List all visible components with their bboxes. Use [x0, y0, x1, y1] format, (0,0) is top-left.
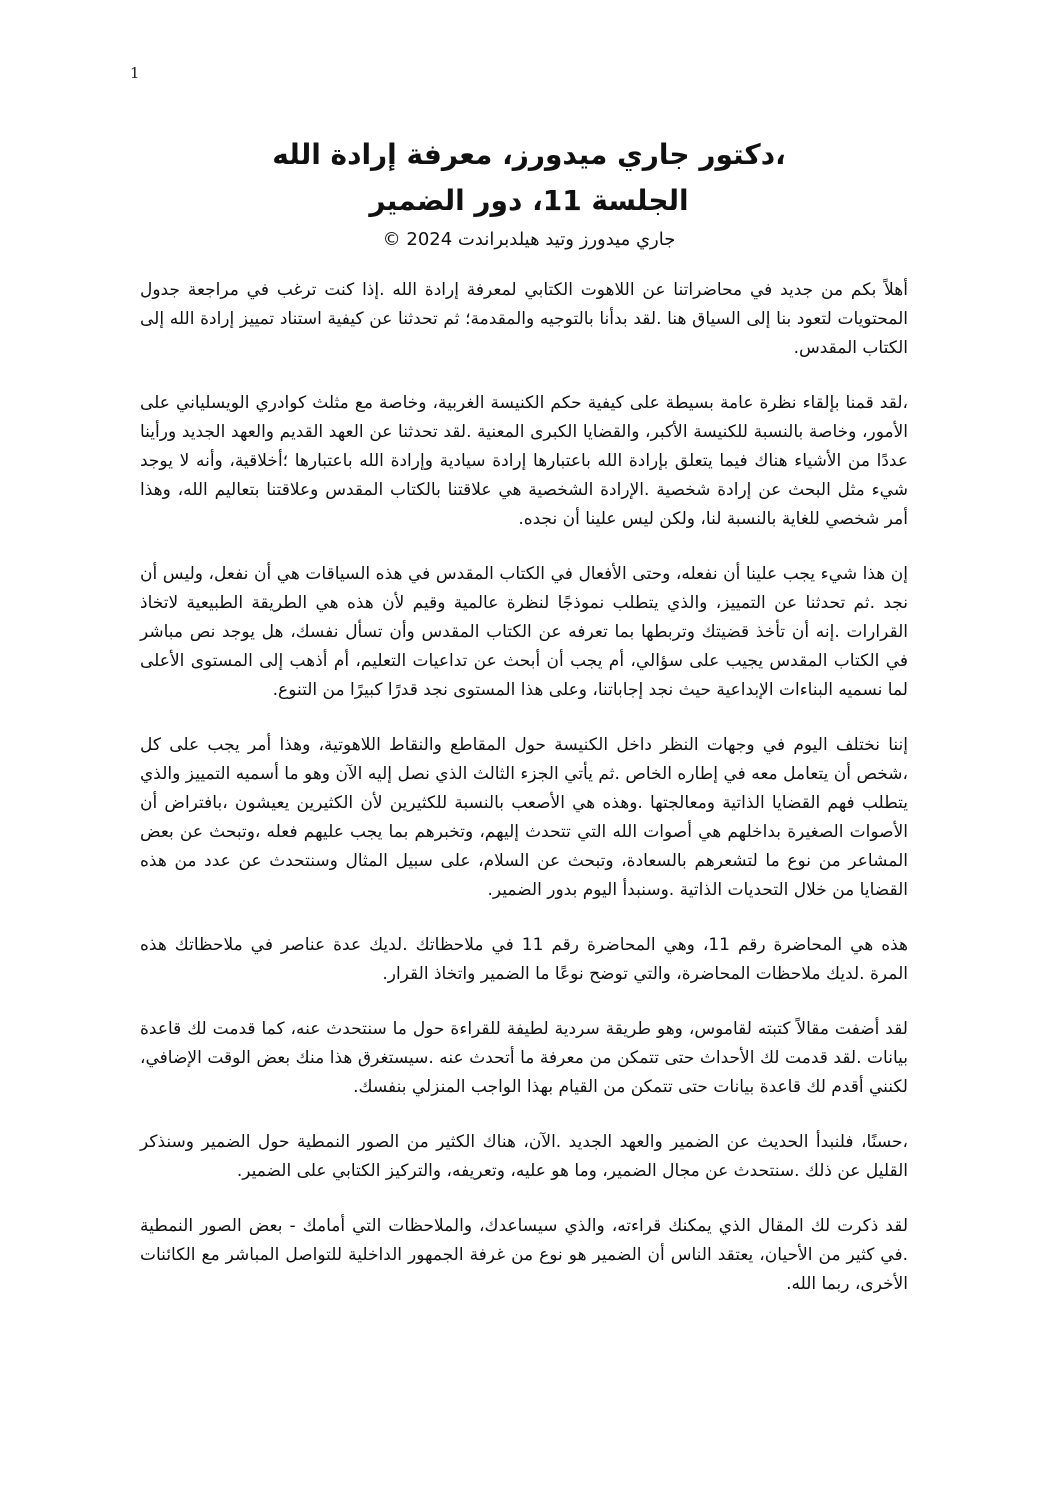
- document-body: [140, 276, 908, 1325]
- paragraph: لقد ذكرت لك المقال الذي يمكنك قراءته، والذي سيساعدك، والملاحظات التي أمامك - بعض الصور النمطية .في كثير من الأحيان، يعتقد الناس أن الضمير هو نوع من غرفة الجمهور الداخلية للتواصل المباشر مع الكائنات الأخرى، ربما الله.: [140, 1216, 908, 1294]
- document-header: [120, 132, 938, 254]
- document-title-line-1: ،دكتور جاري ميدورز، معرفة إرادة الله: [272, 138, 786, 171]
- paragraph: ،لقد قمنا بإلقاء نظرة عامة بسيطة على كيفية حكم الكنيسة الغربية، وخاصة مع مثلث كوادري الويسلياني على الأمور، وخاصة بالنسبة للكنيسة الأكبر، والقضايا الكبرى المعنية .لقد تحدثنا عن العهد القديم والعهد الجديد ورأينا عددًا من الأشياء هناك فيما يتعلق بإرادة الله باعتبارها إرادة سيادية وإرادة الله باعتبارها ؛أخلاقية، وأنه لا يوجد شيء مثل البحث عن إرادة شخصية .الإرادة الشخصية هي علاقتنا بالكتاب المقدس وعلاقتنا بتعاليم الله، وهذا أمر شخصي للغاية بالنسبة لنا، ولكن ليس علينا أن نجده.: [140, 393, 908, 529]
- copyright-notice: جاري ميدورز وتيد هيلدبراندت 2024 ©: [382, 229, 676, 250]
- paragraph: ،حسنًا، فلنبدأ الحديث عن الضمير والعهد الجديد .الآن، هناك الكثير من الصور النمطية حول الضمير وسنذكر القليل عن ذلك .سنتحدث عن مجال الضمير، وما هو عليه، وتعريفه، والتركيز الكتابي على الضمير.: [140, 1132, 908, 1181]
- paragraph: إننا نختلف اليوم في وجهات النظر داخل الكنيسة حول المقاطع والنقاط اللاهوتية، وهذا أمر يجب على كل ،شخص أن يتعامل معه في إطاره الخاص .ثم يأتي الجزء الثالث الذي نصل إليه الآن وهو ما أسميه التمييز والذي يتطلب فهم القضايا الذاتية ومعالجتها .وهذه هي الأصعب بالنسبة للكثيرين لأن الكثيرين يعيشون ،بافتراض أن الأصوات الصغيرة بداخلهم هي أصوات الله التي تتحدث إليهم، وتخبرهم بما يجب عليهم فعله ،وتبحث عن بعض المشاعر من نوع ما لتشعرهم بالسعادة، وتبحث عن السلام، على سبيل المثال وسنتحدث عن عدد من هذه القضايا من خلال التحديات الذاتية .وسنبدأ اليوم بدور الضمير.: [140, 735, 908, 900]
- document-title-line-2: الجلسة 11، دور الضمير: [369, 184, 689, 217]
- paragraph: أهلاً بكم من جديد في محاضراتنا عن اللاهوت الكتابي لمعرفة إرادة الله .إذا كنت ترغب في مراجعة جدول المحتويات لتعود بنا إلى السياق هنا .لقد بدأنا بالتوجيه والمقدمة؛ ثم تحدثنا عن كيفية استناد تمييز إرادة الله إلى الكتاب المقدس.: [140, 280, 908, 358]
- paragraph: إن هذا شيء يجب علينا أن نفعله، وحتى الأفعال في الكتاب المقدس في هذه السياقات هي أن نفعل، وليس أن نجد .ثم تحدثنا عن التمييز، والذي يتطلب نموذجًا لنظرة عالمية وقيم لأن هذه هي الطريقة الطبيعية لاتخاذ القرارات .إنه أن تأخذ قضيتك وتربطها بما تعرفه عن الكتاب المقدس وأن تسأل نفسك، هل يوجد نص مباشر في الكتاب المقدس يجيب على سؤالي، أم يجب أن أبحث عن تداعيات التعليم، أم أذهب إلى المستوى الأعلى لما نسميه البناءات الإبداعية حيث نجد إجاباتنا، وعلى هذا المستوى نجد قدرًا كبيرًا من التنوع.: [140, 564, 908, 700]
- page-number: 1: [130, 64, 140, 82]
- paragraph: لقد أضفت مقالاً كتبته لقاموس، وهو طريقة سردية لطيفة للقراءة حول ما سنتحدث عنه، كما قدمت لك قاعدة بيانات .لقد قدمت لك الأحداث حتى تتمكن من معرفة ما أتحدث عنه .سيستغرق هذا منك بعض الوقت الإضافي، لكنني أقدم لك قاعدة بيانات حتى تتمكن من القيام بهذا الواجب المنزلي بنفسك.: [140, 1019, 908, 1097]
- paragraph: هذه هي المحاضرة رقم 11، وهي المحاضرة رقم 11 في ملاحظاتك .لديك عدة عناصر في ملاحظاتك هذه المرة .لديك ملاحظات المحاضرة، والتي توضح نوعًا ما الضمير واتخاذ القرار.: [140, 935, 909, 984]
